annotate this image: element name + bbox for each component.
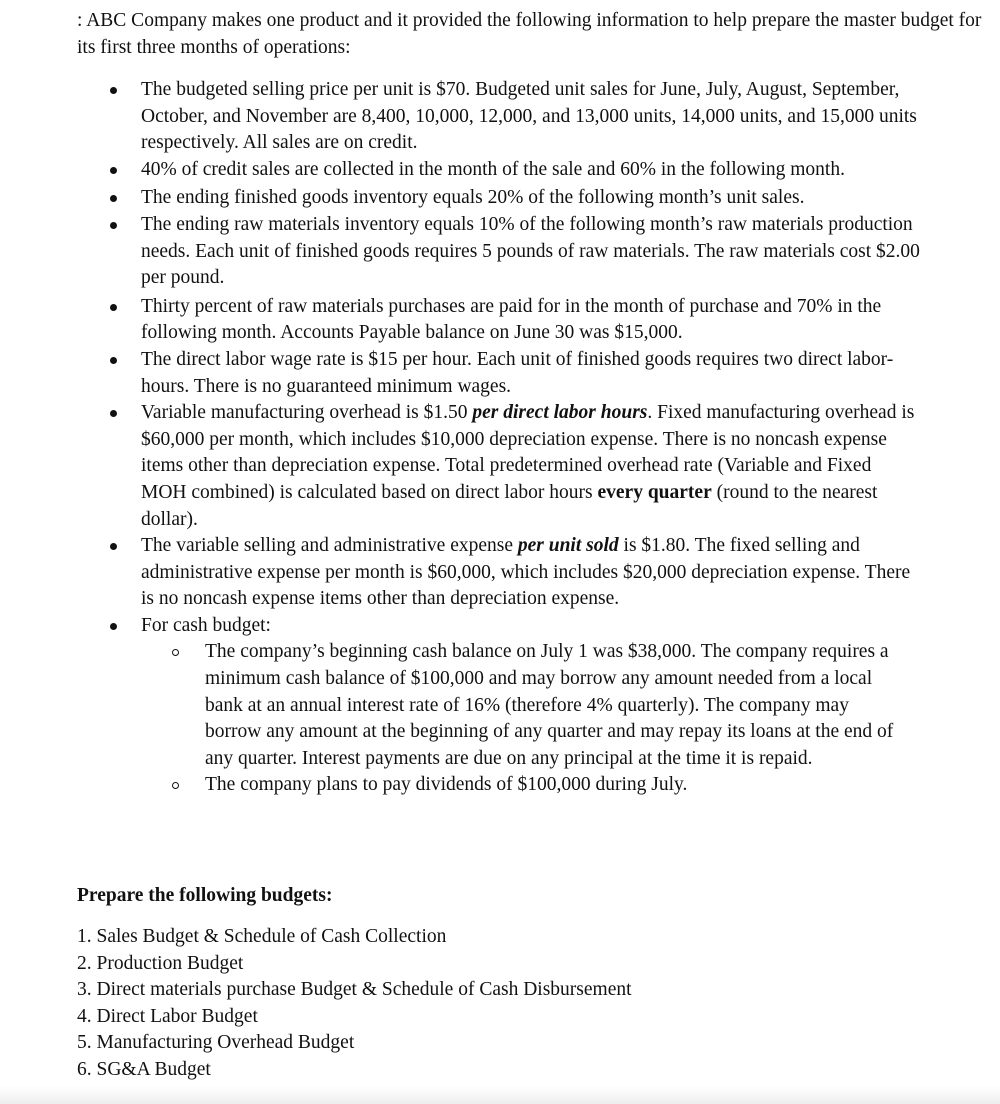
task-item: 2. Production Budget — [77, 952, 244, 974]
bullet-text — [141, 402, 914, 529]
list-item — [0, 347, 921, 400]
emphasis-text: per direct labor hours — [472, 402, 648, 424]
emphasis-text: per unit sold — [517, 535, 619, 557]
text-run: . Fixed manufacturing overhead is $60,000 per month, which includes $10,000 depreciation expense. There is no noncash expense items other than depreciation expense. Total predetermined overhead rate (Variable and Fixed MOH combined) is calculated based on direct labor hours — [141, 402, 915, 503]
assumptions-list — [0, 77, 1000, 799]
text-run: The variable selling and administrative expense — [141, 535, 518, 557]
list-item — [0, 185, 921, 212]
bullet-icon — [110, 410, 117, 417]
bullet-icon — [110, 195, 117, 202]
sub-bullet-text: The company’s beginning cash balance on July 1 was $38,000. The company requires a minimum cash balance of $100,000 and may borrow any amount needed from a local bank at an annual interest rate of 16% (therefore 4% quarterly). The company may borrow any amount at the beginning of any quarter and may repay its loans at the end of any quarter. Interest payments are due on any principal at the time it is repaid. — [205, 641, 894, 769]
text-run: Variable manufacturing overhead is $1.50 — [141, 402, 473, 424]
task-item: 1. Sales Budget & Schedule of Cash Collection — [77, 926, 447, 947]
bullet-text: The ending raw materials inventory equals 10% of the following month’s raw materials production needs. Each unit of finished goods requires 5 pounds of raw materials. The raw materials cost $2.00 per pound. — [141, 213, 920, 289]
bullet-text: The ending finished goods inventory equals 20% of the following month’s unit sales. — [141, 187, 805, 209]
bullet-icon — [110, 304, 117, 311]
hollow-bullet-icon — [172, 649, 179, 656]
text-run: (round to the nearest dollar). — [141, 481, 878, 530]
list-item — [0, 157, 921, 184]
budget-task-list — [77, 924, 632, 1084]
task-item: 3. Direct materials purchase Budget & Schedule of Cash Disbursement — [77, 979, 632, 1001]
bullet-icon — [110, 623, 117, 630]
bullet-icon — [110, 357, 117, 364]
bold-text: every quarter — [597, 481, 712, 503]
bullet-text: The budgeted selling price per unit is $70. Budgeted unit sales for June, July, August, September, October, and November are 8,400, 10,000, 12,000, and 13,000 units, 14,000 units, and 15,000 units respectively. All sales are on credit. — [141, 79, 917, 154]
bullet-text: For cash budget: — [141, 614, 271, 636]
bullet-text: Thirty percent of raw materials purchases are paid for in the month of purchase and 70% in the following month. Accounts Payable balance on June 30 was $15,000. — [141, 295, 882, 344]
task-item: 4. Direct Labor Budget — [77, 1005, 258, 1027]
bullet-icon — [110, 87, 117, 94]
page-bottom-shadow — [0, 1086, 1000, 1104]
list-item — [0, 533, 921, 613]
task-item: 6. SG&A Budget — [77, 1058, 211, 1080]
bullet-icon — [110, 167, 117, 174]
intro-paragraph: : ABC Company makes one product and it provided the following information to help prepare the master budget for its first three months of operations: — [77, 10, 982, 58]
hollow-bullet-icon — [172, 782, 179, 789]
sub-list-item — [141, 639, 895, 772]
list-item — [0, 212, 921, 292]
bullet-text — [141, 535, 910, 609]
list-item — [0, 613, 921, 799]
sub-list-item — [141, 772, 895, 799]
sub-bullet-text: The company plans to pay dividends of $100,000 during July. — [205, 774, 688, 796]
cash-budget-sublist — [141, 639, 921, 799]
bullet-icon — [110, 222, 117, 229]
bullet-text: 40% of credit sales are collected in the month of the sale and 60% in the following month. — [141, 158, 845, 180]
bullet-text: The direct labor wage rate is $15 per hour. Each unit of finished goods requires two direct labor-hours. There is no guaranteed minimum wages. — [141, 348, 894, 397]
task-item: 5. Manufacturing Overhead Budget — [77, 1032, 355, 1054]
list-item — [0, 77, 921, 157]
list-item — [0, 400, 921, 533]
section-heading: Prepare the following budgets: — [77, 885, 333, 906]
text-run: is $1.80. The fixed selling and administrative expense per month is $60,000, which includes $20,000 depreciation expense. There is no noncash expense items other than depreciation expense. — [141, 535, 911, 610]
list-item — [0, 294, 921, 347]
bullet-icon — [110, 543, 117, 550]
